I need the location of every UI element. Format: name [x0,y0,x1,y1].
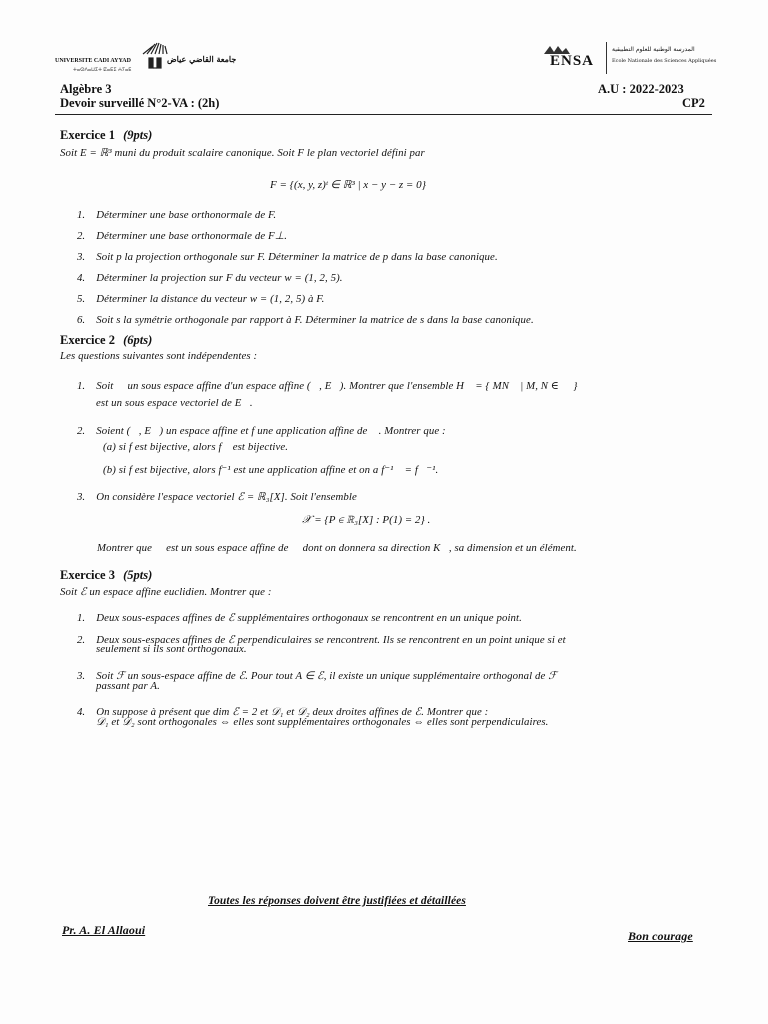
ex2-points: (6pts) [123,333,153,347]
ex1-formula: F = {(x, y, z)ᵗ ∈ ℝ³ | x − y − z = 0} [270,179,426,191]
ex1-title [60,128,152,143]
ex2-q2: 2. Soient (ℰ, E⃗) un espace affine et f une application affine de ℰ. Montrer que : [77,425,446,437]
ex3-i4-cont: 𝒟₁ et 𝒟₂ sont orthogonales ⇔ elles sont supplémentaires orthogonales ⇔ elles sont perpendiculaires. [96,716,549,728]
course-title: Algèbre 3 [60,82,112,96]
ensa-logo-text: ENSA [550,53,595,69]
ex1-item: 1. Déterminer une base orthonormale de F. [77,209,277,221]
closing-wish: Bon courage [628,929,693,943]
ex2-q3: 3. On considère l'espace vectoriel ℰ = ℝ₃[X]. Soit l'ensemble [77,491,357,503]
ex3-i3: 3. Soit ℱ un sous-espace affine de ℰ. Pour tout A ∈ ℰ, il existe un unique supplémentaire orthogonal de ℱ [77,670,557,682]
ex3-points: (5pts) [123,568,153,582]
ex1-item: 3. Soit p la projection orthogonale sur F. Déterminer la matrice de p dans la base canonique. [77,251,498,263]
ensa-name-ar: المدرسة الوطنية للعلوم التطبيقية [612,46,695,53]
footer-note: Toutes les réponses doivent être justifiées et détaillées [208,895,466,907]
ex2-title [60,333,152,348]
ex1-item: 5. Déterminer la distance du vecteur w = (1, 2, 5) à F. [77,293,325,305]
ex3-i2-cont: seulement si ils sont orthogonaux. [96,643,247,655]
ex3-title-text: Exercice 3 [60,568,115,582]
ex2-q1: 1. Soit ℋ un sous espace affine d'un espace affine (ℰ, E⃗). Montrer que l'ensemble H⃗ = { MN⃗ | M, N ∈ ℋ } [77,380,578,392]
university-name-ar: جامعة القاضي عياض [167,54,237,64]
exam-title: Devoir surveillé N°2-VA : (2h) [60,96,220,110]
university-name-fr: UNIVERSITE CADI AYYAD [55,58,131,64]
ex3-i3-cont: passant par A. [96,680,160,692]
author: Pr. A. El Allaoui [62,923,146,937]
ex2-q2a: (a) si f est bijective, alors f⃗ est bijective. [103,441,289,453]
ex1-points: (9pts) [123,128,153,142]
ex1-item: 6. Soit s la symétrie orthogonale par rapport à F. Déterminer la matrice de s dans la base canonique. [77,314,534,326]
ex2-title-text: Exercice 2 [60,333,115,347]
ex1-item: 4. Déterminer la projection sur F du vecteur w = (1, 2, 5). [77,272,343,284]
ex3-i4: 4. On suppose à présent que dim ℰ = 2 et 𝒟₁ et 𝒟₂ deux droites affines de ℰ. Montrer que : [77,706,489,718]
ex2-q3-formula: 𝒳 = {P ∈ ℝ₃[X] : P(1) = 2} . [302,514,431,526]
ex2-intro: Les questions suivantes sont indépendentes : [60,350,258,362]
university-logo [55,40,265,80]
ensa-name-fr: Ecole Nationale des Sciences Appliquées [612,58,717,64]
ex2-q1-cont: est un sous espace vectoriel de E⃗. [96,397,253,409]
header-rule [55,114,712,115]
university-name-amz: ⵜⴰⵙⴷⴰⵡⵉⵜ ⵇⴰⴹⵉ ⵄⵢⴰⴹ [73,67,132,73]
level: CP2 [682,96,705,110]
ensa-logo [540,40,715,76]
ex1-item: 2. Déterminer une base orthonormale de F⊥. [77,230,288,242]
ex1-title-text: Exercice 1 [60,128,115,142]
ensa-divider [606,42,607,74]
ex2-q2b: (b) si f est bijective, alors f⁻¹ est une application affine et on a f⁻¹⃗ = f⃗⁻¹. [103,464,439,476]
ex3-title [60,568,152,583]
ex2-q3-question: Montrer que 𝒳 est un sous espace affine de ℰ dont on donnera sa direction K⃗, sa dimension et un élément. [97,542,577,554]
academic-year: A.U : 2022-2023 [598,82,684,96]
ex3-i1: 1. Deux sous-espaces affines de ℰ supplémentaires orthogonaux se rencontrent en un unique point. [77,612,522,624]
ex1-intro: Soit E = ℝ³ muni du produit scalaire canonique. Soit F le plan vectoriel défini par [60,147,425,159]
ex3-i2: 2. Deux sous-espaces affines de ℰ perpendiculaires se rencontrent. Ils se rencontrent en un point unique si et [77,634,566,646]
ex3-intro: Soit ℰ un espace affine euclidien. Montrer que : [60,586,272,598]
